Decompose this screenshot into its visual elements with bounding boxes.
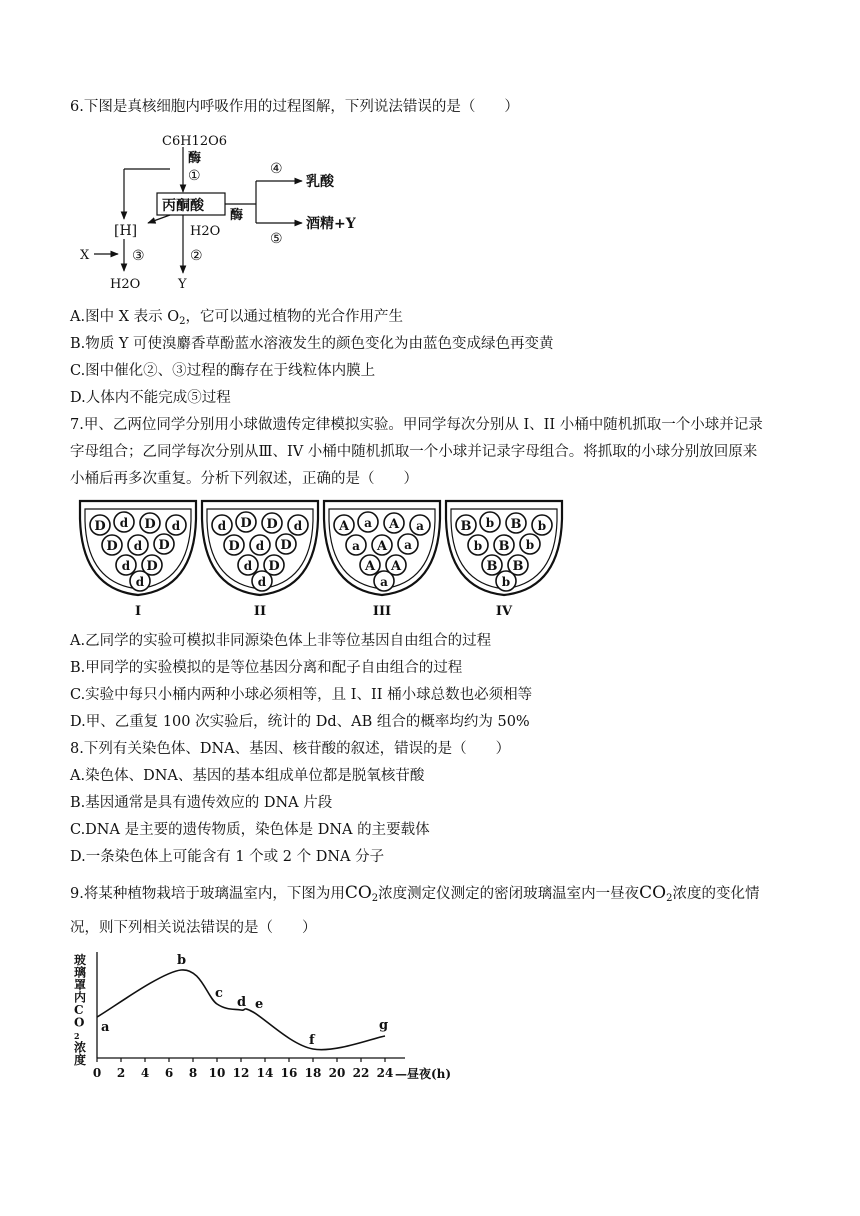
x-tick-label: 8	[188, 1066, 198, 1080]
bucket-label: I	[134, 604, 142, 619]
q7-option-d: D.甲、乙重复 100 次实验后，统计的 Dd、AB 组合的概率均约为 50%	[70, 714, 530, 730]
x-tick-label: 12	[232, 1066, 250, 1080]
x-tick-label: 10	[208, 1066, 226, 1080]
ball-label: d	[217, 519, 227, 533]
q6-option-a: A.图中 X 表示 $O_2$，它可以通过植物的光合作用产生	[70, 309, 403, 327]
ball	[114, 512, 134, 532]
y-axis-label: 玻璃罩内 C O 2 浓度	[74, 953, 87, 1067]
ball	[276, 534, 296, 554]
ball-label: A	[376, 539, 388, 554]
ball	[250, 535, 270, 555]
ball	[398, 534, 418, 554]
x-tick-label: 4	[140, 1066, 150, 1080]
ball	[212, 515, 232, 535]
point-label-c: c	[215, 986, 223, 1001]
ball-label: D	[144, 517, 156, 532]
step1-label: ①	[188, 168, 201, 184]
ball-label: D	[146, 559, 158, 574]
ball-label: d	[119, 516, 129, 530]
ball-label: a	[404, 538, 412, 552]
ball-label: B	[498, 539, 510, 554]
ball-label: A	[388, 517, 400, 532]
ball-label: B	[510, 517, 522, 532]
ball-label: D	[240, 516, 252, 531]
ball-label: D	[106, 539, 118, 554]
ball-label: b	[525, 538, 535, 552]
ball-label: d	[121, 559, 131, 573]
ball	[384, 513, 404, 533]
ball	[374, 571, 394, 591]
q8-option-d: D.一条染色体上可能含有 1 个或 2 个 DNA 分子	[70, 849, 385, 865]
step5-label: ⑤	[270, 231, 283, 247]
x-tick-label: 14	[256, 1066, 274, 1080]
q6-option-b: B.物质 Y 可使溴麝香草酚蓝水溶液发生的颜色变化为由蓝色变成绿色再变黄	[70, 336, 554, 352]
ball	[154, 534, 174, 554]
respiration-diagram	[70, 125, 390, 295]
ball-label: a	[352, 539, 360, 553]
q8-stem: 8.下列有关染色体、DNA、基因、核苷酸的叙述，错误的是（ ）	[70, 741, 511, 757]
ball-label: D	[228, 539, 240, 554]
ball-label: a	[364, 516, 372, 530]
point-label-d: d	[237, 995, 247, 1010]
ball-label: b	[501, 575, 511, 589]
step2-label: ②	[190, 248, 203, 264]
ball	[346, 535, 366, 555]
ball	[166, 515, 186, 535]
point-label-f: f	[309, 1033, 315, 1048]
alcohol-label: 酒精+Y	[306, 216, 356, 232]
water-in-label: H2O	[190, 224, 221, 239]
ball	[532, 515, 552, 535]
ball-label: d	[255, 539, 265, 553]
q7-stem-line2: 字母组合；乙同学每次分别从Ⅲ、IV 小桶中随机抓取一个小球并记录字母组合。将抓取的小球分别放回原来	[70, 444, 758, 460]
buckets-figure	[75, 497, 565, 619]
ball	[494, 535, 514, 555]
bucket-label: IV	[495, 604, 513, 619]
ball-label: B	[460, 519, 472, 534]
ball	[482, 555, 502, 575]
q8-option-a: A.染色体、DNA、基因的基本组成单位都是脱氧核苷酸	[70, 768, 425, 784]
ball-label: A	[338, 519, 350, 534]
h-label: [H]	[114, 223, 138, 239]
ball	[360, 555, 380, 575]
x-label: X	[80, 248, 90, 263]
bucket-4	[446, 501, 562, 595]
ball	[468, 535, 488, 555]
ball	[128, 535, 148, 555]
q6-option-d: D.人体内不能完成⑤过程	[70, 390, 231, 406]
co2-chart	[70, 948, 450, 1093]
ball	[262, 513, 282, 533]
ball	[140, 513, 160, 533]
ball	[496, 571, 516, 591]
q8-option-b: B.基因通常是具有遗传效应的 DNA 片段	[70, 795, 333, 811]
ball	[130, 571, 150, 591]
ball-label: D	[266, 517, 278, 532]
pyruvate-label: 丙酮酸	[162, 198, 204, 214]
q7-option-b: B.甲同学的实验模拟的是等位基因分离和配子自由组合的过程	[70, 660, 463, 676]
ball-label: d	[135, 575, 145, 589]
water-out-label: H2O	[110, 277, 141, 292]
x-axis-label: —昼夜(h)	[395, 1067, 452, 1081]
enzyme-mid-label: 酶	[230, 208, 244, 223]
ball-label: b	[473, 539, 483, 553]
ball	[334, 515, 354, 535]
ball	[238, 555, 258, 575]
ball	[456, 515, 476, 535]
ball	[224, 535, 244, 555]
point-label-a: a	[101, 1020, 110, 1035]
ball-label: B	[512, 559, 524, 574]
ball-label: D	[94, 519, 106, 534]
ball	[480, 512, 500, 532]
bucket-label: III	[372, 604, 392, 619]
ball-label: b	[537, 519, 547, 533]
ball-label: d	[293, 519, 303, 533]
ball	[358, 512, 378, 532]
bucket-3	[324, 501, 440, 595]
lactic-label: 乳酸	[306, 174, 334, 190]
q8-option-c: C.DNA 是主要的遗传物质，染色体是 DNA 的主要载体	[70, 822, 430, 838]
q7-stem-line3: 小桶后再多次重复。分析下列叙述，正确的是（ ）	[70, 471, 418, 487]
ball-label: D	[268, 559, 280, 574]
ball-label: D	[280, 538, 292, 553]
ball	[252, 571, 272, 591]
q9-stem-line2: 况，则下列相关说法错误的是（ ）	[70, 920, 317, 936]
bucket-2	[202, 501, 318, 595]
q7-option-a: A.乙同学的实验可模拟非同源染色体上非等位基因自由组合的过程	[70, 633, 492, 649]
ball-label: D	[158, 538, 170, 553]
x-tick-label: 16	[280, 1066, 298, 1080]
x-tick-label: 18	[304, 1066, 322, 1080]
x-tick-label: 22	[352, 1066, 370, 1080]
point-label-e: e	[255, 997, 264, 1012]
ball	[506, 513, 526, 533]
ball-label: d	[243, 559, 253, 573]
x-tick-label: 0	[92, 1066, 102, 1080]
glucose-label: C6H12O6	[162, 134, 228, 149]
bucket-1	[80, 501, 196, 595]
ball	[288, 515, 308, 535]
q7-stem-line1: 7.甲、乙两位同学分别用小球做遗传定律模拟实验。甲同学每次分别从 I、II 小桶中随机抓取一个小球并记录	[70, 417, 763, 433]
q6-option-c: C.图中催化②、③过程的酶存在于线粒体内膜上	[70, 363, 376, 379]
ball-label: d	[171, 519, 181, 533]
ball-label: b	[485, 516, 495, 530]
ball	[116, 555, 136, 575]
ball-label: B	[486, 559, 498, 574]
ball	[90, 515, 110, 535]
x-tick-label: 6	[164, 1066, 174, 1080]
ball-label: A	[390, 559, 402, 574]
y-label: Y	[178, 277, 187, 292]
ball	[372, 535, 392, 555]
bucket-label: II	[253, 604, 267, 619]
ball-label: d	[133, 539, 143, 553]
ball	[410, 515, 430, 535]
q6-stem: 6.下图是真核细胞内呼吸作用的过程图解，下列说法错误的是（ ）	[70, 99, 519, 115]
ball	[520, 534, 540, 554]
step4-label: ④	[270, 161, 283, 177]
ball-label: a	[380, 575, 388, 589]
point-label-b: b	[177, 953, 187, 968]
ball-label: A	[364, 559, 376, 574]
enzyme-top-label: 酶	[188, 151, 202, 166]
ball-label: a	[416, 519, 424, 533]
ball	[236, 512, 256, 532]
x-tick-label: 20	[328, 1066, 346, 1080]
q7-option-c: C.实验中每只小桶内两种小球必须相等，且 I、II 桶小球总数也必须相等	[70, 687, 533, 703]
x-tick-label: 2	[116, 1066, 126, 1080]
ball-label: d	[257, 575, 267, 589]
ball	[102, 535, 122, 555]
step3-label: ③	[132, 248, 145, 264]
x-tick-label: 24	[376, 1066, 394, 1080]
q9-stem-line1: 9.将某种植物栽培于玻璃温室内，下图为用$CO_2$浓度测定仪测定的密闭玻璃温室内一昼夜$CO_2$浓度的变化情	[70, 883, 760, 904]
point-label-g: g	[379, 1018, 389, 1033]
